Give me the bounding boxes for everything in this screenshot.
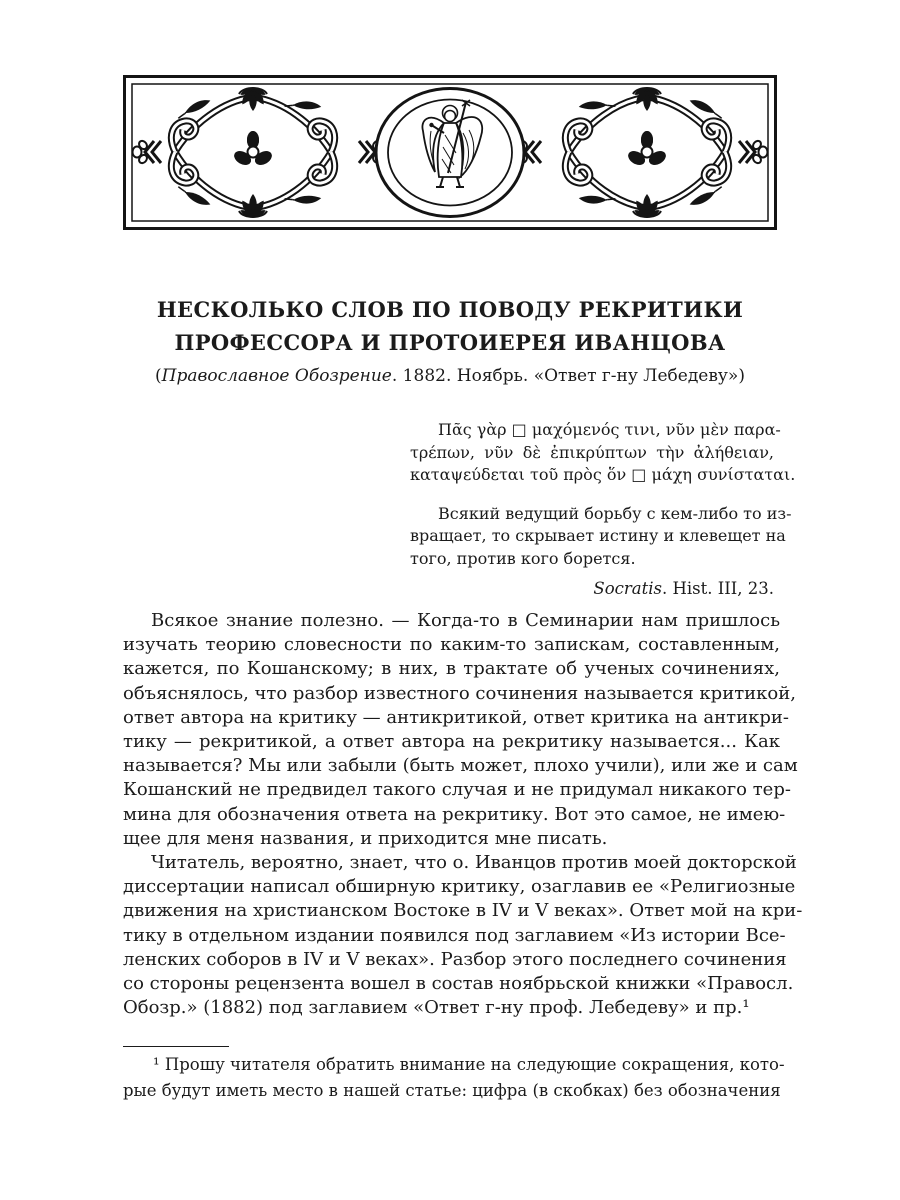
body-text	[123, 609, 803, 1020]
text-line: Обозр.» (1882) под заглавием «Ответ г-ну проф. Лебедеву» и пр.¹	[123, 997, 750, 1019]
text-line: диссертации написал обширную критику, озаглавив ее «Религиозные	[123, 876, 796, 898]
epigraph-greek	[410, 419, 796, 487]
text-line: ленских соборов в IV и V веках». Разбор этого последнего сочинения	[123, 948, 787, 970]
text-line: называется? Мы или забыли (быть может, плохо учили), или же и сам	[123, 755, 798, 777]
text-line: мина для обозначения ответа на рекритику. Вот это самое, не имею-	[123, 803, 786, 825]
journal-name: Православное Обозрение	[161, 366, 392, 386]
attribution-author: Socratis	[593, 578, 662, 598]
text-line: ПРОФЕССОРА И ПРОТОИЕРЕЯ ИВАНЦОВА	[174, 330, 726, 355]
headpiece-ornament	[123, 75, 777, 230]
text-line: со стороны рецензента вошел в состав ноябрьской книжки «Правосл.	[123, 973, 794, 995]
epigraph-attribution	[410, 578, 774, 601]
text-line: НЕСКОЛЬКО СЛОВ ПО ПОВОДУ РЕКРИТИКИ	[156, 297, 744, 322]
text-line: вращает, то скрывает истину и клевещет на	[410, 526, 786, 546]
text-line: тику в отдельном издании появился под заглавием «Из истории Все-	[123, 924, 786, 946]
text-line: щее для меня названия, и приходится мне писать.	[123, 827, 608, 849]
text-line: того, против кого борется.	[410, 548, 636, 568]
text-line: ¹ Прошу читателя обратить внимание на следующие сокращения, кото-	[153, 1055, 785, 1074]
body-paragraph-1	[123, 609, 798, 851]
text-line: Читатель, вероятно, знает, что о. Иванцов против моей докторской	[151, 852, 797, 874]
footnote-rule	[123, 1046, 229, 1047]
subtitle-rest: . 1882. Ноябрь. «Ответ г-ну Лебедеву»)	[391, 366, 745, 386]
text-line: изучать теорию словесности по каким-то запискам, составленным,	[123, 634, 780, 656]
text-line: объяснялось, что разбор известного сочинения называется критикой,	[123, 682, 796, 704]
body-paragraph-2	[123, 851, 803, 1020]
text-line: движения на христианском Востоке в IV и V веках». Ответ мой на кри-	[123, 900, 803, 922]
text-line: рые будут иметь место в нашей статье: цифра (в скобках) без обозначения	[123, 1080, 781, 1100]
text-line: Всякое знание полезно. — Когда-то в Семинарии нам пришлось	[151, 610, 780, 631]
epigraph	[410, 419, 796, 600]
page-title	[123, 293, 777, 359]
text-line: тику — рекритикой, а ответ автора на рекритику называется... Как	[123, 731, 780, 753]
text-line: τρέπων, νῦν δὲ ἐπικρύπτων τὴν ἀλήθειαν,	[410, 442, 774, 462]
epigraph-translation	[410, 503, 792, 571]
footnote	[123, 1052, 785, 1103]
subtitle	[123, 364, 777, 388]
attribution-rest: . Hist. III, 23.	[661, 578, 774, 598]
text-line: Πᾶς γὰρ □ μαχόμενός τινι, νῦν μὲν παρα-	[438, 420, 781, 439]
text-line: кажется, по Кошанскому; в них, в трактате об ученых сочинениях,	[123, 658, 780, 680]
text-line: καταψεύδεται τοῦ πρὸς ὅν □ μάχη συνίσταται.	[410, 465, 796, 485]
text-line: ответ автора на критику — антикритикой, ответ критика на антикри-	[123, 706, 789, 728]
angel-medallion-headpiece-icon	[123, 75, 777, 230]
text-line: Всякий ведущий борьбу с кем-либо то из-	[438, 503, 792, 523]
subtitle-open: (	[155, 366, 162, 386]
text-line: Кошанский не предвидел такого случая и не придумал никакого тер-	[123, 779, 791, 801]
